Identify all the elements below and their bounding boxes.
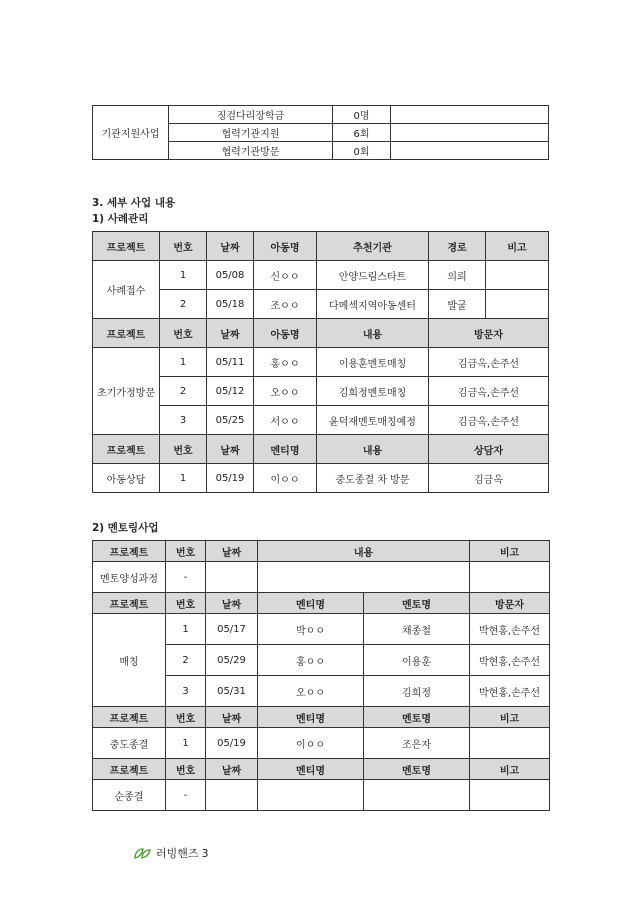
mentor-cell: 김희정 <box>364 676 470 707</box>
header-cell: 비고 <box>470 759 550 780</box>
name-cell: 오ㅇㅇ <box>254 377 317 406</box>
header-cell: 멘토명 <box>364 707 470 728</box>
header-cell: 날짜 <box>206 593 258 614</box>
header-row <box>93 593 550 614</box>
visitor-cell: 박현홍,손주선 <box>470 676 550 707</box>
content-cell: 중도종결 차 방문 <box>317 464 429 493</box>
route-cell: 의뢰 <box>429 261 486 290</box>
no-cell: 3 <box>166 676 206 707</box>
counselor-cell: 김금옥 <box>429 464 549 493</box>
section-title: 3. 세부 사업 내용 <box>92 197 176 209</box>
no-cell: 1 <box>166 614 206 645</box>
header-cell: 아동명 <box>254 319 317 348</box>
no-cell: - <box>166 780 206 811</box>
note-cell <box>486 290 549 319</box>
note-cell <box>470 780 550 811</box>
value-cell: 6회 <box>333 124 391 142</box>
mentor-cell <box>364 780 470 811</box>
project-cell: 순종결 <box>93 780 166 811</box>
name-cell: 신ㅇㅇ <box>254 261 317 290</box>
table-row <box>93 348 549 377</box>
header-cell: 날짜 <box>207 232 254 261</box>
name-cell: 이ㅇㅇ <box>254 464 317 493</box>
date-cell: 05/31 <box>206 676 258 707</box>
no-cell: 1 <box>166 728 206 759</box>
content-cell: 이용훈멘토매칭 <box>317 348 429 377</box>
table-row <box>93 261 549 290</box>
no-cell: - <box>166 562 206 593</box>
name-cell: 서ㅇㅇ <box>254 406 317 435</box>
no-cell: 2 <box>166 645 206 676</box>
page-footer <box>133 845 209 861</box>
no-cell: 1 <box>160 348 207 377</box>
date-cell: 05/17 <box>206 614 258 645</box>
header-cell: 내용 <box>317 435 429 464</box>
agency-cell: 다메섹지역아동센터 <box>317 290 429 319</box>
content-cell <box>258 562 470 593</box>
header-row <box>93 759 550 780</box>
mentee-cell: 박ㅇㅇ <box>258 614 364 645</box>
date-cell: 05/12 <box>207 377 254 406</box>
header-cell: 멘티명 <box>258 593 364 614</box>
no-cell: 2 <box>160 290 207 319</box>
date-cell <box>206 562 258 593</box>
table-row <box>93 562 550 593</box>
content-cell: 김희정멘토매칭 <box>317 377 429 406</box>
case-management-table <box>92 231 549 493</box>
header-cell: 멘토명 <box>364 593 470 614</box>
project-cell: 멘토양성과정 <box>93 562 166 593</box>
no-cell: 1 <box>160 261 207 290</box>
value-cell: 0명 <box>333 106 391 124</box>
header-cell: 번호 <box>166 707 206 728</box>
header-cell: 경로 <box>429 232 486 261</box>
header-row <box>93 707 550 728</box>
header-cell: 내용 <box>258 541 470 562</box>
name-cell: 조ㅇㅇ <box>254 290 317 319</box>
table-row <box>93 406 549 435</box>
date-cell: 05/19 <box>207 464 254 493</box>
header-cell: 날짜 <box>206 707 258 728</box>
category-cell: 기관지원사업 <box>93 106 169 160</box>
header-cell: 날짜 <box>207 435 254 464</box>
subsection-title: 1) 사례관리 <box>92 213 149 225</box>
header-row <box>93 435 549 464</box>
date-cell: 05/25 <box>207 406 254 435</box>
date-cell: 05/19 <box>206 728 258 759</box>
subsection-title: 2) 멘토링사업 <box>92 522 159 534</box>
header-cell: 프로젝트 <box>93 319 160 348</box>
header-cell: 멘토명 <box>364 759 470 780</box>
note-cell <box>470 562 550 593</box>
header-cell: 상담자 <box>429 435 549 464</box>
page-number: 3 <box>201 846 209 860</box>
header-row <box>93 232 549 261</box>
date-cell: 05/11 <box>207 348 254 377</box>
header-cell: 날짜 <box>206 759 258 780</box>
mentee-cell: 오ㅇㅇ <box>258 676 364 707</box>
table-row <box>93 614 550 645</box>
agency-cell: 안양드림스타트 <box>317 261 429 290</box>
note-cell <box>391 142 549 160</box>
name-cell: 홍ㅇㅇ <box>254 348 317 377</box>
item-cell: 징검다리장학금 <box>169 106 333 124</box>
item-cell: 협력기관방문 <box>169 142 333 160</box>
route-cell: 발굴 <box>429 290 486 319</box>
header-row <box>93 319 549 348</box>
header-cell: 프로젝트 <box>93 593 166 614</box>
table-row <box>93 728 550 759</box>
note-cell <box>486 261 549 290</box>
no-cell: 3 <box>160 406 207 435</box>
header-cell: 비고 <box>486 232 549 261</box>
date-cell: 05/29 <box>206 645 258 676</box>
mentor-cell: 조은자 <box>364 728 470 759</box>
header-cell: 프로젝트 <box>93 759 166 780</box>
project-cell: 사례접수 <box>93 261 160 319</box>
header-cell: 방문자 <box>429 319 549 348</box>
mentor-cell: 이용훈 <box>364 645 470 676</box>
visitor-cell: 김금옥,손주선 <box>429 348 549 377</box>
header-cell: 번호 <box>160 435 207 464</box>
date-cell: 05/18 <box>207 290 254 319</box>
brand-name: 러빙핸즈 <box>156 847 199 860</box>
project-cell: 아동상담 <box>93 464 160 493</box>
header-cell: 번호 <box>160 319 207 348</box>
header-cell: 번호 <box>160 232 207 261</box>
header-cell: 추천기관 <box>317 232 429 261</box>
header-cell: 아동명 <box>254 232 317 261</box>
note-cell <box>391 106 549 124</box>
table-row <box>93 780 550 811</box>
mentee-cell <box>258 780 364 811</box>
visitor-cell: 박현홍,손주선 <box>470 645 550 676</box>
mentor-cell: 채종철 <box>364 614 470 645</box>
date-cell: 05/08 <box>207 261 254 290</box>
header-cell: 프로젝트 <box>93 707 166 728</box>
header-cell: 내용 <box>317 319 429 348</box>
note-cell <box>391 124 549 142</box>
header-cell: 프로젝트 <box>93 435 160 464</box>
visitor-cell: 김금옥,손주선 <box>429 406 549 435</box>
header-cell: 날짜 <box>207 319 254 348</box>
header-row <box>93 541 550 562</box>
header-cell: 번호 <box>166 759 206 780</box>
header-cell: 멘티명 <box>258 707 364 728</box>
table-row <box>93 106 549 124</box>
header-cell: 멘티명 <box>258 759 364 780</box>
mentoring-table <box>92 540 550 811</box>
table-row <box>93 377 549 406</box>
visitor-cell: 김금옥,손주선 <box>429 377 549 406</box>
item-cell: 협력기관지원 <box>169 124 333 142</box>
header-cell: 비고 <box>470 541 550 562</box>
table-row <box>93 290 549 319</box>
support-summary-table <box>92 105 549 160</box>
header-cell: 비고 <box>470 707 550 728</box>
no-cell: 1 <box>160 464 207 493</box>
table-row <box>93 464 549 493</box>
mentee-cell: 이ㅇㅇ <box>258 728 364 759</box>
header-cell: 프로젝트 <box>93 541 166 562</box>
header-cell: 번호 <box>166 593 206 614</box>
date-cell <box>206 780 258 811</box>
header-cell: 번호 <box>166 541 206 562</box>
content-cell: 윤덕재멘토매칭예정 <box>317 406 429 435</box>
no-cell: 2 <box>160 377 207 406</box>
project-cell: 매칭 <box>93 614 166 707</box>
header-cell: 멘티명 <box>254 435 317 464</box>
header-cell: 프로젝트 <box>93 232 160 261</box>
mentee-cell: 홍ㅇㅇ <box>258 645 364 676</box>
leaf-logo-icon <box>133 846 153 860</box>
note-cell <box>470 728 550 759</box>
header-cell: 날짜 <box>206 541 258 562</box>
value-cell: 0회 <box>333 142 391 160</box>
header-cell: 방문자 <box>470 593 550 614</box>
project-cell: 중도종결 <box>93 728 166 759</box>
project-cell: 초기가정방문 <box>93 348 160 435</box>
visitor-cell: 박현홍,손주선 <box>470 614 550 645</box>
